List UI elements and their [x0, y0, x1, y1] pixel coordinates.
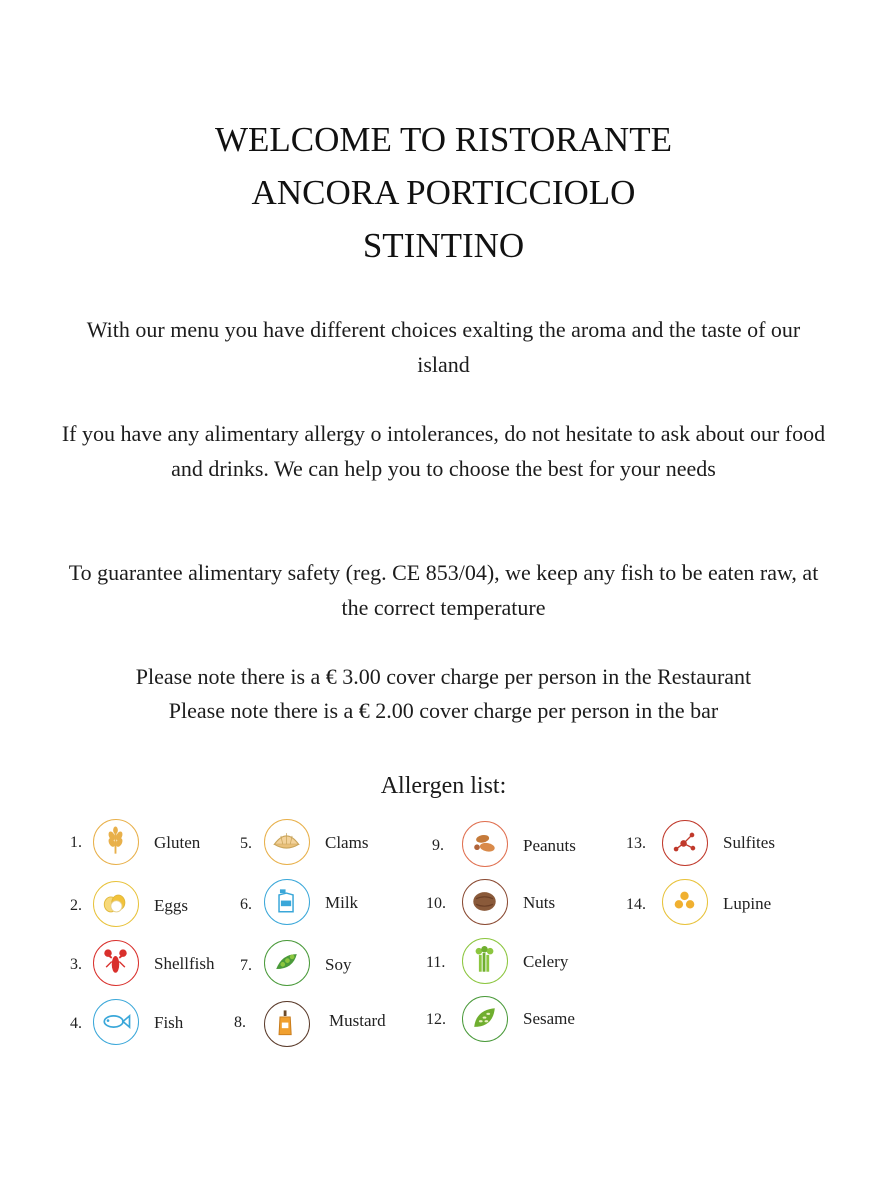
allergen-number: 9.	[432, 837, 444, 854]
allergen-name: Eggs	[154, 896, 188, 915]
allergen-number: 3.	[70, 956, 82, 973]
allergen-name: Fish	[154, 1013, 184, 1032]
molecule-icon	[662, 820, 708, 866]
allergen-name: Sulfites	[723, 833, 775, 852]
allergen-number: 11.	[426, 954, 446, 971]
allergen-name: Mustard	[329, 1011, 386, 1030]
celery-icon	[462, 938, 508, 984]
allergen-name: Gluten	[154, 833, 201, 852]
restaurant-title-line-2: ANCORA PORTICCIOLO	[251, 173, 636, 212]
mustard-icon	[264, 1001, 310, 1047]
allergen-name: Shellfish	[154, 954, 215, 973]
allergen-name: Clams	[325, 833, 369, 852]
allergen-name: Milk	[325, 893, 359, 912]
restaurant-title-line-3: STINTINO	[362, 226, 525, 265]
allergy-paragraph: If you have any alimentary allergy o intolerances, do not hesitate to ask about our food and drinks. We can help you to choose the best for your needs	[61, 421, 826, 481]
soybean-icon	[264, 940, 310, 986]
allergen-number: 13.	[626, 835, 646, 852]
wheat-icon	[93, 819, 139, 865]
allergen-name: Lupine	[723, 894, 772, 913]
cover-charge-restaurant: Please note there is a € 3.00 cover charge per person in the Restaurant	[135, 664, 752, 689]
allergen-number: 5.	[240, 835, 252, 852]
allergen-number: 12.	[426, 1011, 446, 1028]
allergen-number: 1.	[70, 834, 82, 851]
lupine-icon	[662, 879, 708, 925]
eggs-icon	[93, 881, 139, 927]
peanut-icon	[462, 821, 508, 867]
allergen-name: Soy	[325, 955, 352, 974]
allergen-number: 14.	[626, 896, 646, 913]
allergen-number: 4.	[70, 1015, 82, 1032]
walnut-icon	[462, 879, 508, 925]
allergen-number: 7.	[240, 957, 252, 974]
allergen-number: 10.	[426, 895, 446, 912]
allergen-name: Celery	[523, 952, 569, 971]
allergen-name: Nuts	[523, 893, 556, 912]
allergen-name: Sesame	[523, 1009, 575, 1028]
allergen-number: 2.	[70, 897, 82, 914]
milk-icon	[264, 879, 310, 925]
allergen-list-heading: Allergen list:	[380, 773, 507, 799]
cover-charge-bar: Please note there is a € 2.00 cover charge per person in the bar	[168, 698, 719, 723]
safety-paragraph: To guarantee alimentary safety (reg. CE 853/04), we keep any fish to be eaten raw, at the correct temperature	[68, 560, 819, 620]
sesame-icon	[462, 996, 508, 1042]
allergen-number: 6.	[240, 896, 252, 913]
intro-paragraph: With our menu you have different choices exalting the aroma and the taste of our island	[86, 317, 801, 377]
allergen-name: Peanuts	[523, 836, 576, 855]
clam-icon	[264, 819, 310, 865]
lobster-icon	[93, 940, 139, 986]
fish-icon	[93, 999, 139, 1045]
allergen-number: 8.	[234, 1014, 246, 1031]
restaurant-title-line-1: WELCOME TO RISTORANTE	[215, 120, 672, 159]
